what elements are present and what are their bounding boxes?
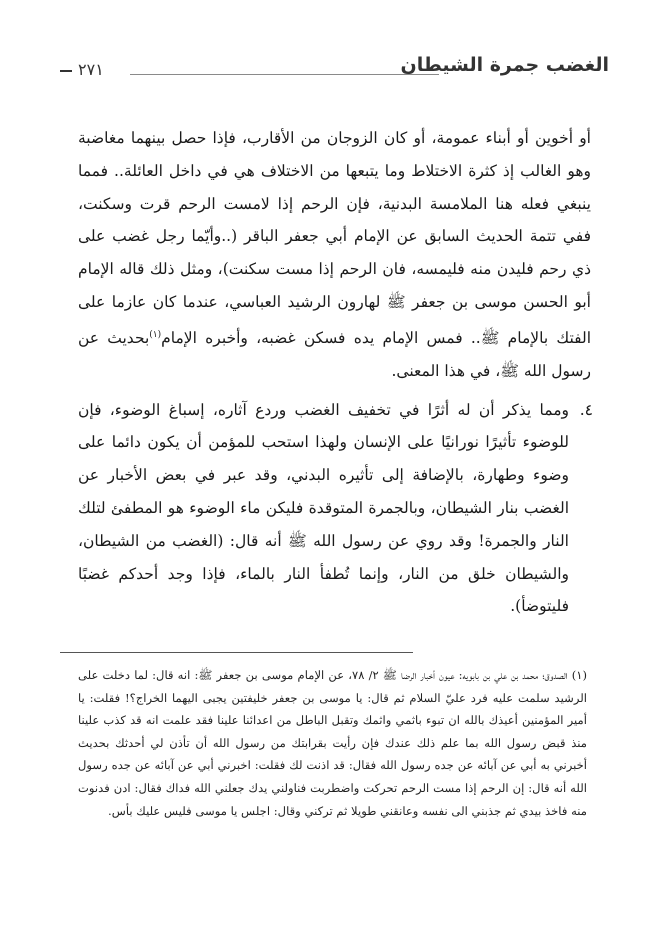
page-header — [60, 54, 609, 90]
footnote — [78, 664, 587, 822]
running-title: الغضب جمرة الشيطان — [400, 54, 609, 76]
paragraph-1 — [78, 122, 591, 388]
page-number-text: ٢٧١ — [78, 60, 104, 79]
footnote-text: (١) الصدوق؛ محمد بن علي بن بابويه: عيون أخبار الرضا ﷺ ٢/ ٧٨، عن الإمام موسى بن جعفر ﷺ: انه قال: لما دخلت على الرشيد سلمت عليه فرد عليّ السلام ثم قال: يا موسى بن جعفر خليفتين يجبى اليهما الخراج؟! فقلت: يا أمير المؤمنين أعيذك بالله ان تبوء باثمي واثمك وتقبل الباطل من اعدائنا علينا فقد علمت انه قد كذب علينا منذ قبض رسول الله بما علم ذلك عندك فإن رأيت بقرابتك من رسول الله أن تأذن لي أحدثك بحديث أخبرني به أبي عن آبائه عن جده رسول الله فقال: قد اذنت لك فقلت: اخبرني أبي عن آبائه عن جده رسول الله أنه قال: إن الرحم إذا مست الرحم تحركت واضطربت فناولني يدك جعلني الله فداك فقال: ادن فدنوت منه فاخذ بيدي ثم جذبني الى نفسه وعانقني طويلا ثم تركني وقال: اجلس يا موسى فليس عليك بأس. — [78, 668, 588, 818]
paragraph-1-tail: بحديث عن رسول الله ﷺ، في هذا المعنى. — [78, 328, 591, 380]
footnote-reference[interactable]: (١) — [149, 329, 162, 340]
page-number-dash — [60, 70, 72, 72]
page-number — [60, 60, 104, 79]
body-text — [78, 122, 591, 623]
list-item-number: ٤. — [579, 400, 593, 419]
list-item-text: ومما يذكر أن له أثرًا في تخفيف الغضب وردع آثاره، إسباغ الوضوء، فإن للوضوء تأثيرًا نورانيًا على الإنسان ولهذا استحب للمؤمن أن يكون دائما على وضوء وطهارة، بالإضافة إلى تأثيره البدني، وقد عبر في بعض الأخبار عن الغضب بنار الشيطان، وبالجمرة المتوقدة فليكن ماء الوضوء هو المطفئ لتلك النار والجمرة! وقد روي عن رسول الله ﷺ أنه قال: (الغضب من الشيطان، والشيطان خلق من النار، وإنما تُطفأ النار بالماء، فإذا وجد أحدكم غضبًا فليتوضأ). — [78, 400, 569, 616]
header-rule — [130, 74, 439, 75]
footnote-separator — [60, 652, 413, 653]
list-item-4 — [78, 394, 591, 624]
paragraph-1-text: أو أخوين أو أبناء عمومة، أو كان الزوجان من الأقارب، فإذا حصل بينهما مغاضبة وهو الغالب إذ كثرة الاختلاط وما يتبعها من الاختلاف هي في داخل العائلة.. فمما ينبغي فعله هنا الملامسة البدنية، فإن الرحم إذا لامست الرحم قرت وسكنت، ففي تتمة الحديث السابق عن الإمام أبي جعفر الباقر (..وأيّما رجل غضب على ذي رحم فليدن منه فليمسه، فان الرحم إذا مست سكنت)، ومثل ذلك قاله الإمام أبو الحسن موسى بن جعفر ﷺ لهارون الرشيد العباسي، عندما كان عازما على الفتك بالإمام ﷺ.. فمس الإمام يده فسكن غضبه، وأخبره الإمام — [78, 129, 592, 347]
